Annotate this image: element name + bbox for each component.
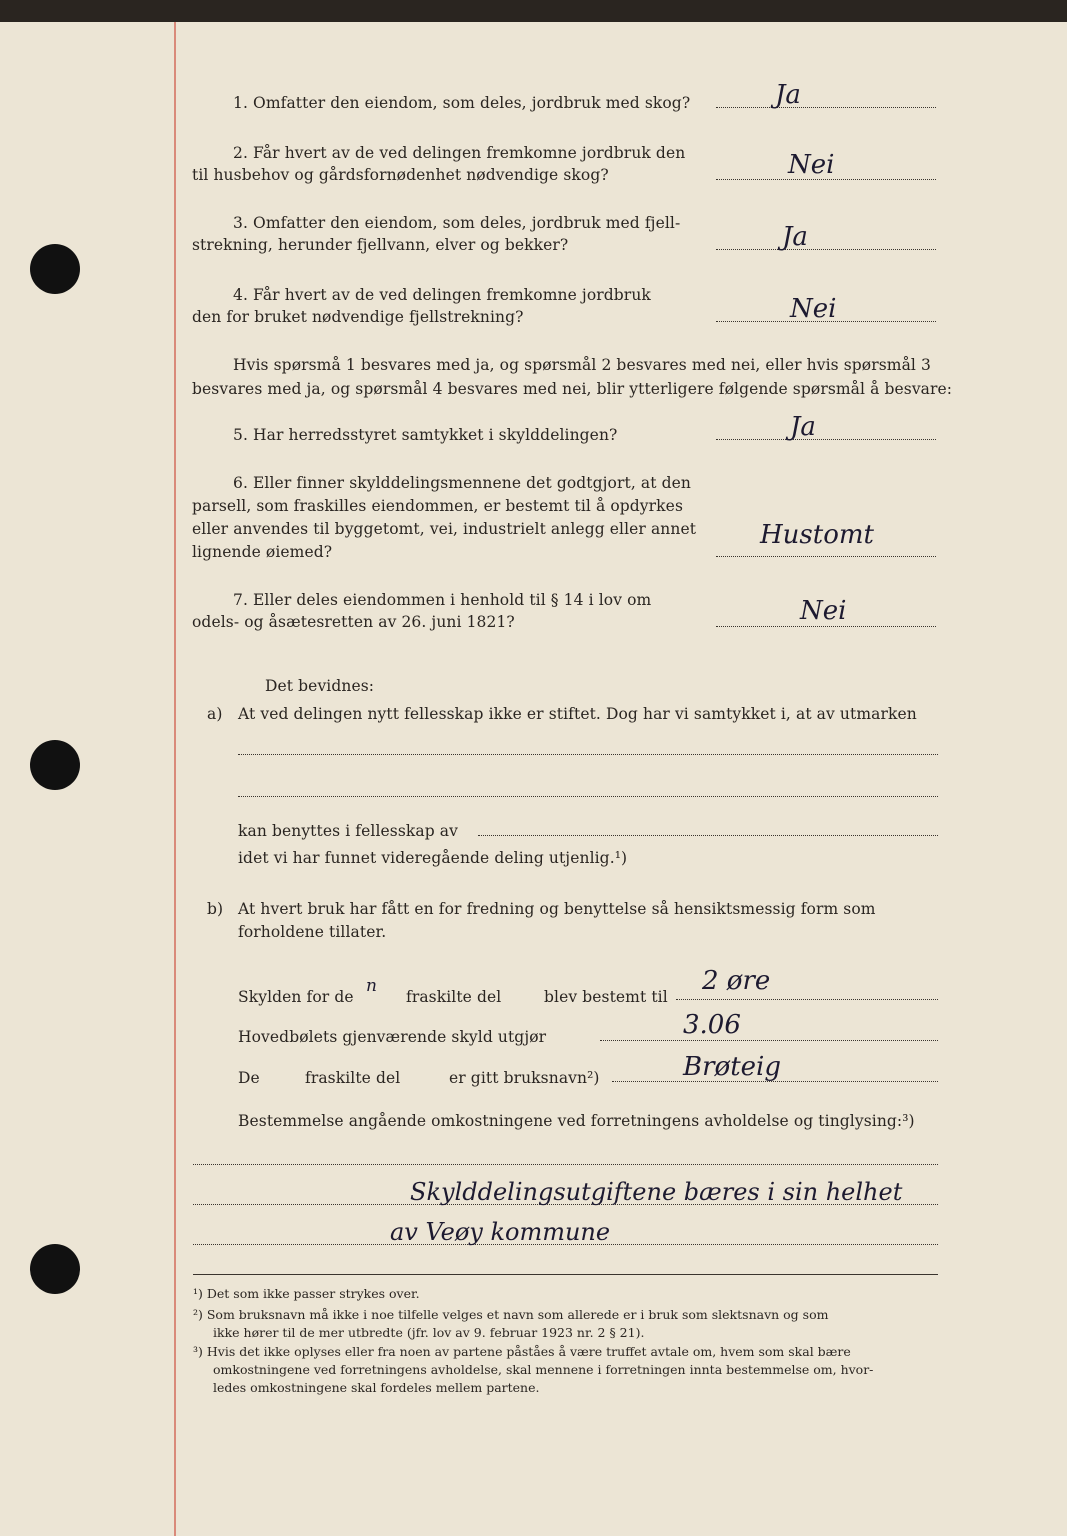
footnote-3-line3: ledes omkostningene skal fordeles mellem partene. — [213, 1380, 540, 1395]
answer-1-handwritten: Ja — [775, 80, 801, 110]
question-6-text-line4: lignende øiemed? — [192, 543, 333, 561]
question-7-text-line2: odels- og åsætesretten av 26. juni 1821? — [192, 613, 515, 631]
answer-line — [716, 439, 936, 440]
conditional-intro-line1: Hvis spørsmå 1 besvares med ja, og spørsmål 2 besvares med nei, eller hvis spørsmål 3 — [233, 356, 931, 374]
footnote-3-line1: ³) Hvis det ikke oplyses eller fra noen av partene påståes å være truffet avtale om, hvem som skal bære — [193, 1344, 851, 1359]
attest-b-text-line2: forholdene tillater. — [238, 923, 387, 941]
answer-2-handwritten: Nei — [788, 150, 835, 180]
deling-utjenlig-text: idet vi har funnet videregående deling utjenlig.¹) — [238, 849, 628, 867]
question-2-text-line2: til husbehov og gårdsfornødenhet nødvendige skog? — [192, 166, 609, 184]
question-3-text-line1: 3. Omfatter den eiendom, som deles, jordbruk med fjell- — [233, 214, 681, 232]
answer-line — [716, 249, 936, 250]
skyld-line — [676, 999, 938, 1000]
punch-hole — [30, 1244, 80, 1294]
attest-b-text-line1: At hvert bruk har fått en for fredning og benyttelse så hensiktsmessig form som — [238, 900, 876, 918]
answer-line — [716, 107, 936, 108]
answer-6-handwritten: Hustomt — [760, 520, 874, 550]
punch-hole — [30, 740, 80, 790]
answer-4-handwritten: Nei — [790, 294, 837, 324]
answer-3-handwritten: Ja — [782, 222, 808, 252]
question-6-text-line2: parsell, som fraskilles eiendommen, er bestemt til å opdyrkes — [192, 497, 683, 515]
bruksnavn-label-b: fraskilte del — [305, 1069, 401, 1087]
conditional-intro-line2: besvares med ja, og spørsmål 4 besvares med nei, blir ytterligere følgende spørsmål å besvare: — [192, 380, 953, 398]
fill-line — [238, 754, 938, 755]
question-5-text: 5. Har herredsstyret samtykket i skylddelingen? — [233, 426, 618, 444]
fill-line — [238, 796, 938, 797]
attest-b-label: b) — [207, 900, 224, 918]
answer-7-handwritten: Nei — [800, 596, 847, 626]
attest-a-label: a) — [207, 705, 223, 723]
question-4-text-line2: den for bruket nødvendige fjellstrekning? — [192, 308, 524, 326]
bestemmelse-label: Bestemmelse angående omkostningene ved forretningens avholdelse og tinglysing:³) — [238, 1112, 915, 1130]
question-6-text-line1: 6. Eller finner skylddelingsmennene det godtgjort, at den — [233, 474, 691, 492]
hovedbolet-label: Hovedbølets gjenværende skyld utgjør — [238, 1028, 547, 1046]
margin-rule — [174, 22, 176, 1536]
bestemmelse-handwritten-line1: Skylddelingsutgiftene bæres i sin helhet — [410, 1178, 903, 1206]
attest-heading: Det bevidnes: — [265, 677, 375, 695]
question-7-text-line1: 7. Eller deles eiendommen i henhold til § 14 i lov om — [233, 591, 652, 609]
footnote-3-line2: omkostningene ved forretningens avholdelse, skal mennene i forretningen innta bestemmelse om, hvor- — [213, 1362, 874, 1377]
answer-5-handwritten: Ja — [790, 412, 816, 442]
question-2-text-line1: 2. Får hvert av de ved delingen fremkomne jordbruk den — [233, 144, 686, 162]
scan-top-edge — [0, 0, 1067, 22]
hovedbolet-line — [600, 1040, 938, 1041]
question-6-text-line3: eller anvendes til byggetomt, vei, industrielt anlegg eller annet — [192, 520, 697, 538]
bruksnavn-value-handwritten: Brøteig — [683, 1052, 781, 1082]
question-1-text: 1. Omfatter den eiendom, som deles, jordbruk med skog? — [233, 94, 691, 112]
skyld-label-part2: fraskilte del — [406, 988, 502, 1006]
footnote-1: ¹) Det som ikke passer strykes over. — [193, 1286, 420, 1301]
footnote-2-line1: ²) Som bruksnavn må ikke i noe tilfelle velges et navn som allerede er i bruk som slektsnavn og som — [193, 1307, 829, 1322]
question-4-text-line1: 4. Får hvert av de ved delingen fremkomne jordbruk — [233, 286, 651, 304]
punch-hole — [30, 244, 80, 294]
bestemmelse-line — [193, 1164, 938, 1165]
attest-a-text: At ved delingen nytt fellesskap ikke er stiftet. Dog har vi samtykket i, at av utmarken — [238, 705, 917, 723]
footnote-2-line2: ikke hører til de mer utbredte (jfr. lov av 9. februar 1923 nr. 2 § 21). — [213, 1325, 645, 1340]
fellesskap-label: kan benyttes i fellesskap av — [238, 822, 458, 840]
skyld-value-handwritten: 2 øre — [702, 966, 771, 996]
bruksnavn-label-c: er gitt bruksnavn²) — [449, 1069, 600, 1087]
fill-line — [478, 835, 938, 836]
footnote-divider — [193, 1274, 938, 1275]
hovedbolet-value-handwritten: 3.06 — [683, 1010, 741, 1040]
skyld-label-part3: blev bestemt til — [544, 988, 668, 1006]
answer-line — [716, 556, 936, 557]
skyld-label: Skylden for de — [238, 988, 354, 1006]
bestemmelse-handwritten-line2: av Veøy kommune — [390, 1218, 611, 1246]
skyld-label-handwritten: n — [366, 976, 377, 996]
answer-line — [716, 626, 936, 627]
question-3-text-line2: strekning, herunder fjellvann, elver og bekker? — [192, 236, 569, 254]
bruksnavn-label-a: De — [238, 1069, 260, 1087]
